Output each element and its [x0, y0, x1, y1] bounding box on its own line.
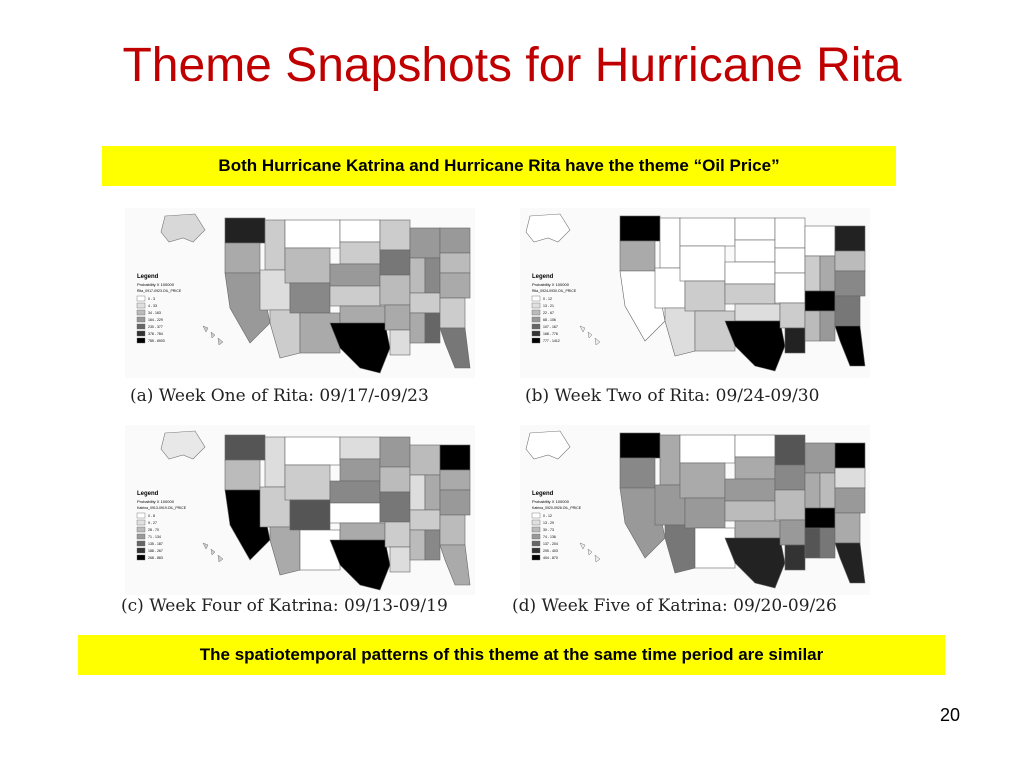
us-choropleth-map — [520, 425, 870, 595]
legend-subtitle: Probability X 100000 — [137, 499, 174, 504]
svg-text:0 - 3: 0 - 3 — [148, 297, 156, 301]
legend-subtitle: Probability X 100000 — [532, 282, 569, 287]
svg-text:4 - 33: 4 - 33 — [148, 304, 157, 308]
hawaii-shape — [580, 543, 600, 562]
hawaii-shape — [580, 326, 600, 345]
slide-title: Theme Snapshots for Hurricane Rita — [122, 39, 902, 92]
svg-text:71 - 134: 71 - 134 — [148, 535, 161, 539]
svg-text:107 - 167: 107 - 167 — [543, 325, 558, 329]
svg-text:0 - 8: 0 - 8 — [148, 514, 156, 518]
alaska-shape — [526, 214, 570, 242]
svg-text:137 - 204: 137 - 204 — [543, 542, 558, 546]
svg-text:68 - 106: 68 - 106 — [543, 318, 556, 322]
svg-text:205 - 403: 205 - 403 — [543, 549, 558, 553]
svg-text:30 - 73: 30 - 73 — [543, 528, 554, 532]
map-legend — [532, 274, 577, 343]
svg-text:378 - 784: 378 - 784 — [148, 332, 163, 336]
alaska-shape — [526, 431, 570, 459]
legend-title: Legend — [532, 491, 554, 497]
map-caption: (b) Week Two of Rita: 09/24-09/30 — [525, 386, 820, 406]
page-number: 20 — [939, 705, 960, 725]
us-choropleth-map — [125, 208, 475, 378]
hawaii-shape — [203, 543, 223, 562]
legend-title: Legend — [532, 274, 554, 280]
svg-text:168 - 776: 168 - 776 — [543, 332, 558, 336]
state-regions — [225, 435, 470, 590]
alaska-shape — [161, 431, 205, 459]
svg-text:268 - 883: 268 - 883 — [148, 556, 163, 560]
svg-text:74 - 136: 74 - 136 — [543, 535, 556, 539]
svg-text:135 - 187: 135 - 187 — [148, 542, 163, 546]
svg-text:0 - 12: 0 - 12 — [543, 514, 552, 518]
legend-subtitle: Probability X 100000 — [137, 282, 174, 287]
svg-text:0 - 12: 0 - 12 — [543, 297, 552, 301]
map-caption: (a) Week One of Rita: 09/17/-09/23 — [130, 386, 429, 406]
map-legend — [137, 274, 182, 343]
bottom-callout: The spatiotemporal patterns of this theme at the same time period are similar — [78, 635, 945, 675]
us-choropleth-map — [125, 425, 475, 595]
svg-text:188 - 267: 188 - 267 — [148, 549, 163, 553]
state-regions — [620, 216, 865, 371]
map-legend — [137, 491, 187, 560]
map-caption: (d) Week Five of Katrina: 09/20-09/26 — [512, 596, 837, 616]
alaska-shape — [161, 214, 205, 242]
svg-text:9 - 27: 9 - 27 — [148, 521, 157, 525]
svg-text:28 - 70: 28 - 70 — [148, 528, 159, 532]
state-regions — [620, 433, 865, 588]
us-choropleth-map — [520, 208, 870, 378]
svg-text:13 - 29: 13 - 29 — [543, 521, 554, 525]
map-legend — [532, 491, 582, 560]
legend-title: Legend — [137, 274, 159, 280]
legend-subtitle: Probability X 100000 — [532, 499, 569, 504]
legend-layer: Rita_0924-0930.OIL_PRICE — [532, 289, 577, 293]
map-caption: (c) Week Four of Katrina: 09/13-09/19 — [121, 596, 448, 616]
hawaii-shape — [203, 326, 223, 345]
legend-layer: Rita_0917-0923.OIL_PRICE — [137, 289, 182, 293]
svg-text:22 - 67: 22 - 67 — [543, 311, 554, 315]
svg-text:34 - 163: 34 - 163 — [148, 311, 161, 315]
legend-title: Legend — [137, 491, 159, 497]
svg-text:777 - 1412: 777 - 1412 — [543, 339, 560, 343]
svg-text:785 - 6903: 785 - 6903 — [148, 339, 165, 343]
svg-text:164 - 229: 164 - 229 — [148, 318, 163, 322]
svg-text:230 - 377: 230 - 377 — [148, 325, 163, 329]
top-callout: Both Hurricane Katrina and Hurricane Rita have the theme “Oil Price” — [102, 146, 896, 186]
legend-layer: Katrina_0920-0926.OIL_PRICE — [532, 506, 582, 510]
svg-text:13 - 21: 13 - 21 — [543, 304, 554, 308]
svg-text:404 - 870: 404 - 870 — [543, 556, 558, 560]
legend-layer: Katrina_0913-0919.OIL_PRICE — [137, 506, 187, 510]
state-regions — [225, 218, 470, 373]
